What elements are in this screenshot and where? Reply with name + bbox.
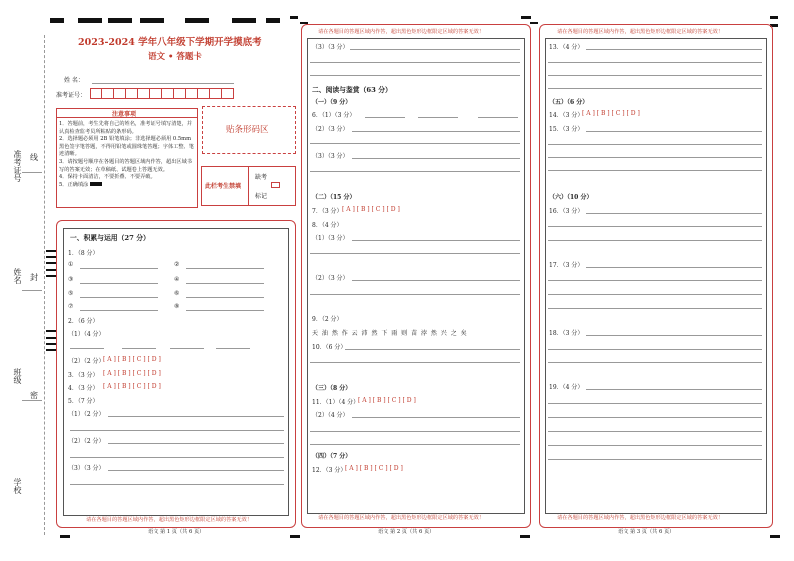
answer-line[interactable]	[352, 280, 520, 281]
timing-mark	[290, 16, 298, 19]
q15-label: 15．（3 分）	[549, 126, 584, 133]
q8-label: 8．（4 分）	[312, 222, 343, 229]
margin-line-label: 线	[30, 153, 38, 162]
answer-line[interactable]	[122, 348, 156, 349]
q19-label: 19．（4 分）	[549, 384, 584, 391]
notice-item: 1．答题前，考生先将自己的姓名，准考证号填写清楚，并认真检查监考员所粘贴的条形码。	[59, 121, 192, 135]
answer-line[interactable]	[310, 75, 520, 76]
answer-line[interactable]	[548, 170, 762, 171]
q13-label: 13．（4 分）	[549, 44, 584, 51]
q8a-label: （1）（3 分）	[312, 235, 349, 242]
timing-mark	[46, 269, 56, 271]
barcode-label: 贴条形码区	[226, 125, 269, 135]
answer-line[interactable]	[70, 457, 284, 458]
blank-line[interactable]	[186, 283, 264, 284]
answer-line[interactable]	[350, 49, 520, 50]
timing-mark	[770, 535, 780, 538]
answer-line[interactable]	[586, 213, 762, 214]
blank-label: ⑧	[174, 303, 180, 310]
margin-id-label: 准考证号	[13, 150, 22, 182]
part-4-title: （四）（7 分）	[312, 453, 352, 460]
blank-label: ③	[68, 276, 74, 283]
timing-mark	[521, 16, 531, 19]
q11b-label: （2）（4 分）	[312, 412, 349, 419]
absent-mark-label-2: 标记	[255, 193, 268, 200]
answer-line[interactable]	[108, 470, 284, 471]
part-3-title: （三）（8 分）	[312, 385, 352, 392]
q1-label: 1．（8 分）	[68, 250, 99, 257]
notice-item: 4．保持卡面清洁，不要折叠、不要弄破。	[59, 174, 156, 181]
part-5-title: （五）（6 分）	[549, 99, 589, 106]
answer-line[interactable]	[548, 88, 762, 89]
answer-line[interactable]	[478, 117, 518, 118]
q14-label: 14．（3 分）	[549, 112, 584, 119]
q6-label: 6．（1）（3 分）	[312, 112, 356, 119]
blank-label: ⑥	[174, 290, 180, 297]
absent-checkbox[interactable]	[271, 182, 280, 188]
answer-line[interactable]	[70, 484, 284, 485]
q12-choices[interactable]: [ A ] [ B ] [ C ] [ D ]	[345, 465, 403, 472]
notice-item: 2．选择题必须用 2B 铅笔填涂；非选择题必须用 0.5mm 黑色签字笔答题，不得用铅笔或圆珠笔答题；字体工整、笔迹清晰。	[59, 136, 194, 158]
answer-line[interactable]	[548, 459, 762, 460]
answer-line[interactable]	[548, 431, 762, 432]
timing-mark	[78, 18, 102, 23]
q3-choices[interactable]: [ A ] [ B ] [ C ] [ D ]	[103, 370, 161, 377]
q16-label: 16．（3 分）	[549, 208, 584, 215]
answer-line[interactable]	[548, 417, 762, 418]
warning-text: 请在各题目的答题区域内作答，超出黑色矩形边框限定区域的答案无效！	[318, 29, 485, 35]
answer-line[interactable]	[70, 430, 284, 431]
blank-line[interactable]	[80, 283, 158, 284]
answer-line[interactable]	[310, 253, 520, 254]
timing-mark	[140, 18, 164, 23]
blank-line[interactable]	[80, 268, 158, 269]
notice-list	[59, 121, 195, 189]
answer-line[interactable]	[548, 144, 762, 145]
blank-label: ②	[174, 261, 180, 268]
q9-label: 9．（2 分）	[312, 316, 343, 323]
margin-class-label: 班级	[13, 368, 22, 384]
answer-line[interactable]	[310, 362, 520, 363]
answer-line[interactable]	[352, 240, 520, 241]
answer-line[interactable]	[310, 143, 520, 144]
q11a-label: 11．（1）（4 分）	[312, 399, 360, 406]
q4-label: 4．（3 分）	[68, 385, 99, 392]
q18-label: 18．（3 分）	[549, 330, 584, 337]
blank-label: ⑦	[68, 303, 74, 310]
timing-mark	[46, 337, 56, 339]
notice-title: 注意事项	[112, 111, 137, 118]
q6c-label: （3）（3 分）	[312, 153, 349, 160]
part-2-title: （二）（15 分）	[312, 194, 356, 201]
q14-choices[interactable]: [ A ] [ B ] [ C ] [ D ]	[582, 110, 640, 117]
answer-line[interactable]	[108, 443, 284, 444]
q5a-label: （1）（2 分）	[68, 411, 105, 418]
timing-mark	[232, 18, 256, 23]
q6b-label: （2）（3 分）	[312, 126, 349, 133]
answer-line[interactable]	[586, 131, 762, 132]
page-subtitle: 语文 • 答题卡	[148, 52, 202, 62]
answer-line[interactable]	[548, 362, 762, 363]
answer-line[interactable]	[548, 157, 762, 158]
q11a-choices[interactable]: [ A ] [ B ] [ C ] [ D ]	[358, 397, 416, 404]
timing-mark	[108, 18, 132, 23]
blank-label: ④	[174, 276, 180, 283]
id-boxes[interactable]	[90, 88, 236, 99]
answer-line[interactable]	[548, 280, 762, 281]
answer-line[interactable]	[548, 226, 762, 227]
timing-mark	[46, 349, 56, 351]
warning-text: 请在各题目的答题区域内作答，超出黑色矩形边框限定区域的答案无效！	[318, 515, 485, 521]
q8b-label: （2）（3 分）	[312, 275, 349, 282]
page-footer-2: 语文 第 2 页（共 6 页）	[378, 529, 435, 535]
answer-line[interactable]	[310, 171, 520, 172]
name-field[interactable]	[92, 83, 234, 84]
answer-line[interactable]	[70, 348, 104, 349]
name-label: 姓 名：	[64, 77, 84, 84]
blank-line[interactable]	[186, 297, 264, 298]
section-2-title: 二、阅读与鉴赏（63 分）	[312, 86, 392, 94]
q3-label: 3．（3 分）	[68, 372, 99, 379]
timing-mark	[46, 330, 56, 332]
blank-line[interactable]	[80, 297, 158, 298]
answer-line[interactable]	[548, 62, 762, 63]
timing-mark	[60, 535, 70, 538]
warning-text: 请在各题目的答题区域内作答，超出黑色矩形边框限定区域的答案无效！	[86, 517, 253, 523]
answer-line[interactable]	[216, 348, 250, 349]
notice-item: 5．正确填涂	[59, 181, 89, 188]
answer-line[interactable]	[310, 431, 520, 432]
q2b-choices[interactable]: [ A ] [ B ] [ C ] [ D ]	[103, 356, 161, 363]
margin-name-label: 姓名	[13, 268, 22, 284]
part-6-title: （六）（10 分）	[549, 194, 593, 201]
q5b-label: （2）（2 分）	[68, 438, 105, 445]
answer-line[interactable]	[310, 62, 520, 63]
q5c-label: （3）（3 分）	[68, 465, 105, 472]
page-footer-1: 语文 第 1 页（共 6 页）	[148, 529, 205, 535]
blank-line[interactable]	[186, 310, 264, 311]
answer-line[interactable]	[586, 267, 762, 268]
blank-line[interactable]	[186, 268, 264, 269]
answer-line[interactable]	[170, 348, 204, 349]
q7-choices[interactable]: [ A ] [ B ] [ C ] [ D ]	[342, 206, 400, 213]
timing-mark	[290, 535, 300, 538]
timing-mark	[46, 275, 56, 277]
answer-line[interactable]	[586, 49, 762, 50]
part-1-title: （一）（9 分）	[312, 99, 352, 106]
q10-label: 10．（6 分）	[312, 344, 347, 351]
blank-label: ①	[68, 261, 74, 268]
fill-sample	[90, 182, 102, 186]
answer-line[interactable]	[586, 389, 762, 390]
blank-label: ⑤	[68, 290, 74, 297]
answer-line[interactable]	[548, 308, 762, 309]
answer-line[interactable]	[418, 117, 458, 118]
warning-text: 请在各题目的答题区域内作答，超出黑色矩形边框限定区域的答案无效！	[557, 29, 724, 35]
answer-line[interactable]	[310, 444, 520, 445]
q7-label: 7．（3 分）	[312, 208, 343, 215]
answer-line[interactable]	[352, 158, 520, 159]
binding-line	[44, 35, 45, 535]
absent-mark-label: 缺考	[255, 174, 268, 181]
timing-mark	[185, 18, 209, 23]
answer-line[interactable]	[586, 335, 762, 336]
answer-line[interactable]	[548, 294, 762, 295]
timing-mark	[46, 256, 56, 258]
section-1-title: 一、积累与运用（27 分）	[70, 234, 150, 242]
timing-mark	[46, 262, 56, 264]
answer-line[interactable]	[365, 117, 405, 118]
notice-item: 3．请按题号顺序在各题目的答题区域内作答，超出区域书写的答案无效；在草稿纸、试题卷上答题无效。	[59, 158, 192, 173]
q5c-cont-label: （3）（3 分）	[312, 44, 349, 51]
answer-line[interactable]	[310, 294, 520, 295]
timing-mark	[46, 250, 56, 252]
timing-mark	[520, 535, 530, 538]
q9-text: 天 油 然 作 云 沛 然 下 雨 则 苗 浡 然 兴 之 矣	[312, 330, 468, 337]
timing-mark	[770, 16, 778, 19]
q2b-label: （2）（2 分）	[68, 358, 105, 365]
answer-line[interactable]	[548, 403, 762, 404]
absent-label: 此栏考生禁填	[205, 183, 242, 190]
answer-line[interactable]	[548, 349, 762, 350]
margin-seal-label: 封	[30, 273, 38, 282]
answer-line[interactable]	[352, 131, 520, 132]
timing-mark	[530, 22, 538, 24]
q5-label: 5．（7 分）	[68, 398, 99, 405]
answer-line[interactable]	[345, 349, 520, 350]
q17-label: 17．（3 分）	[549, 262, 584, 269]
answer-line[interactable]	[548, 75, 762, 76]
q2a-label: （1）（4 分）	[68, 331, 105, 338]
answer-line[interactable]	[108, 416, 284, 417]
margin-school-label: 学校	[13, 478, 22, 494]
answer-line[interactable]	[352, 417, 520, 418]
answer-line[interactable]	[548, 240, 762, 241]
warning-text: 请在各题目的答题区域内作答，超出黑色矩形边框限定区域的答案无效！	[557, 515, 724, 521]
timing-mark	[266, 18, 280, 23]
q2-label: 2．（6 分）	[68, 318, 99, 325]
timing-mark	[50, 18, 64, 23]
margin-secret-label: 密	[30, 391, 38, 400]
blank-line[interactable]	[80, 310, 158, 311]
answer-line[interactable]	[548, 445, 762, 446]
page-title: 2023-2024 学年八年级下学期开学摸底考	[78, 37, 262, 48]
q12-label: 12．（3 分）	[312, 467, 347, 474]
timing-mark	[46, 343, 56, 345]
page-footer-3: 语文 第 3 页（共 6 页）	[618, 529, 675, 535]
q4-choices[interactable]: [ A ] [ B ] [ C ] [ D ]	[103, 383, 161, 390]
id-label: 准考证号：	[56, 92, 87, 99]
